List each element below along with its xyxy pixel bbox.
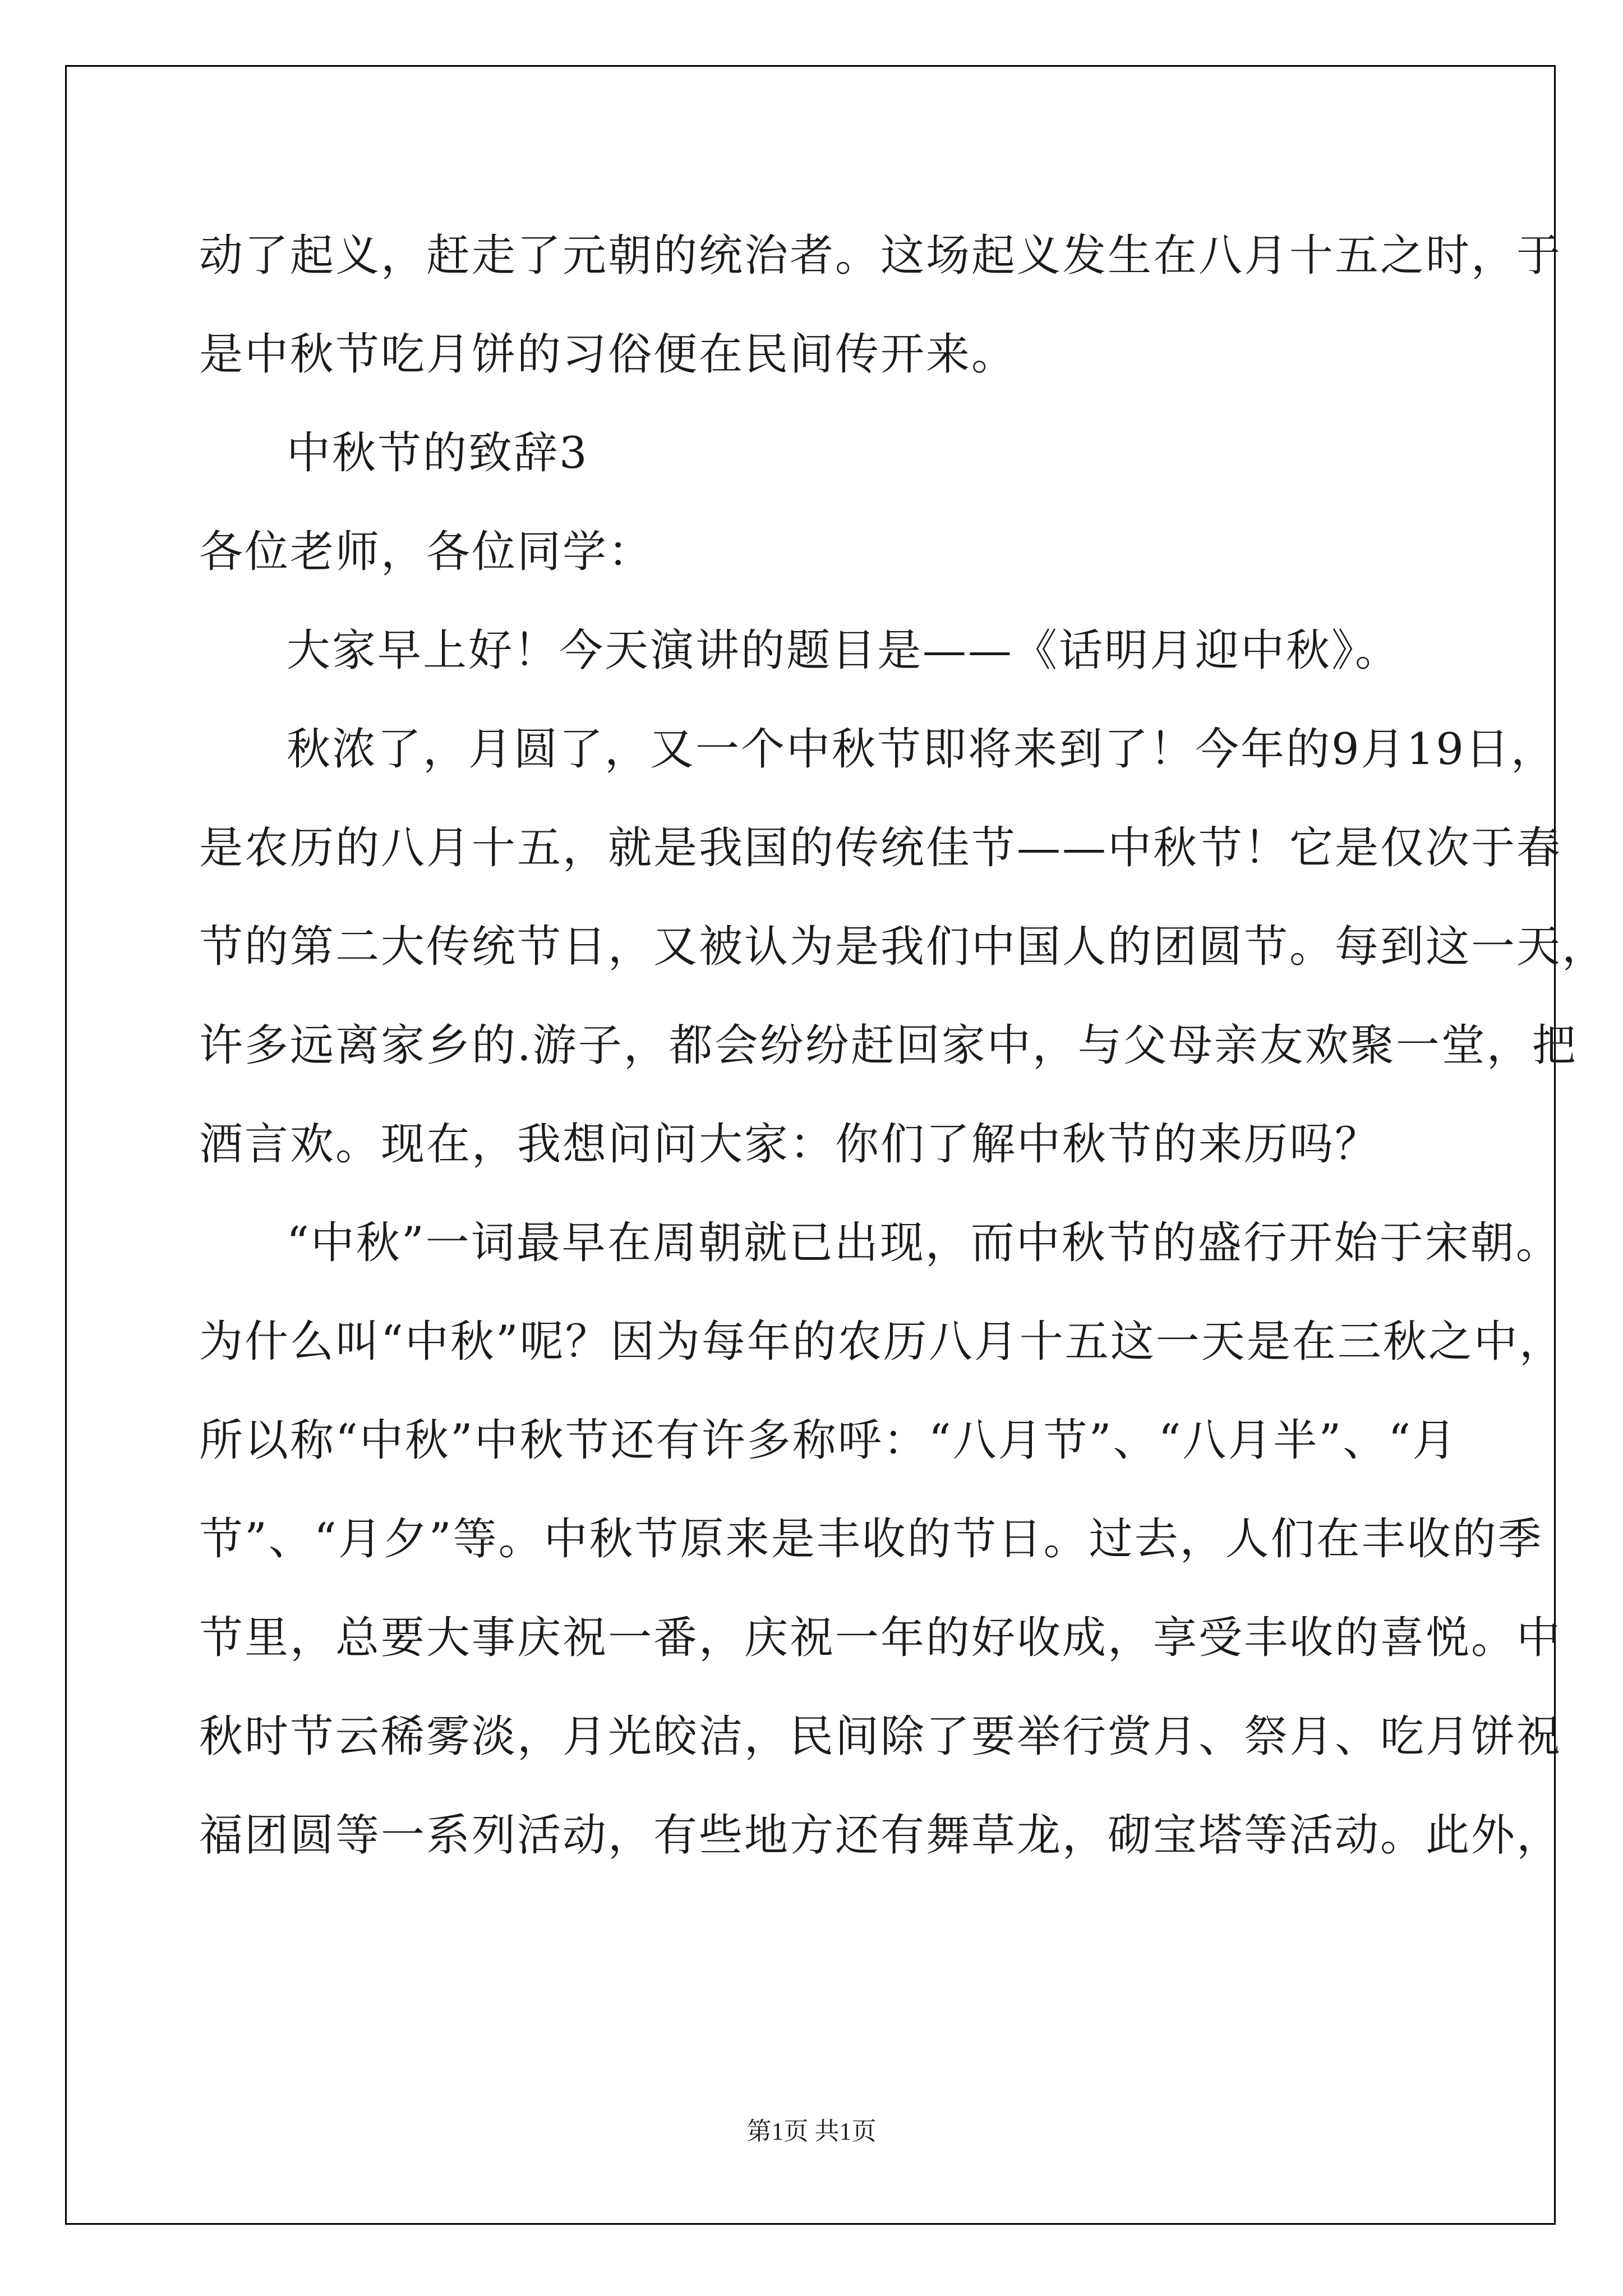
text-line-5: 大家早上好！今天演讲的题目是——《话明月迎中秋》。 [287,625,1401,676]
text-line-2: 是中秋节吃月饼的习俗便在民间传开来。 [199,329,1017,380]
page-number-footer: 第1页 共1页 [746,2118,877,2145]
text-line-11: “中秋”一词最早在周朝就已出现，而中秋节的盛行开始于宋朝。 [287,1218,1561,1268]
text-line-1: 动了起义，赶走了元朝的统治者。这场起义发生在八月十五之时，于 [199,231,1562,281]
text-line-13: 所以称“中秋”中秋节还有许多称呼：“八月节”、“八月半”、“月 [199,1415,1458,1466]
document-body [199,206,1608,1885]
text-line-9: 许多远离家乡的.游子，都会纷纷赶回家中，与父母亲友欢聚一堂，把 [199,1020,1578,1071]
text-line-14: 节”、“月夕”等。中秋节原来是丰收的节日。过去，人们在丰收的季 [199,1514,1543,1565]
text-line-15: 节里，总要大事庆祝一番，庆祝一年的好收成，享受丰收的喜悦。中 [199,1613,1562,1663]
text-line-7: 是农历的八月十五，就是我国的传统佳节——中秋节！它是仅次于春 [199,823,1562,873]
text-line-12: 为什么叫“中秋”呢？因为每年的农历八月十五这一天是在三秋之中， [199,1317,1565,1367]
text-line-17: 福团圆等一系列活动，有些地方还有舞草龙，砌宝塔等活动。此外， [199,1810,1562,1861]
text-line-8: 节的第二大传统节日，又被认为是我们中国人的团圆节。每到这一天， [199,922,1608,972]
section-heading: 中秋节的致辞3 [287,428,589,478]
salutation: 各位老师，各位同学： [199,527,654,577]
text-line-6: 秋浓了，月圆了，又一个中秋节即将来到了！今年的9月19日， [287,724,1556,775]
text-line-10: 酒言欢。现在，我想问问大家：你们了解中秋节的来历吗？ [199,1119,1381,1170]
text-line-16: 秋时节云稀雾淡，月光皎洁，民间除了要举行赏月、祭月、吃月饼祝 [199,1711,1562,1762]
